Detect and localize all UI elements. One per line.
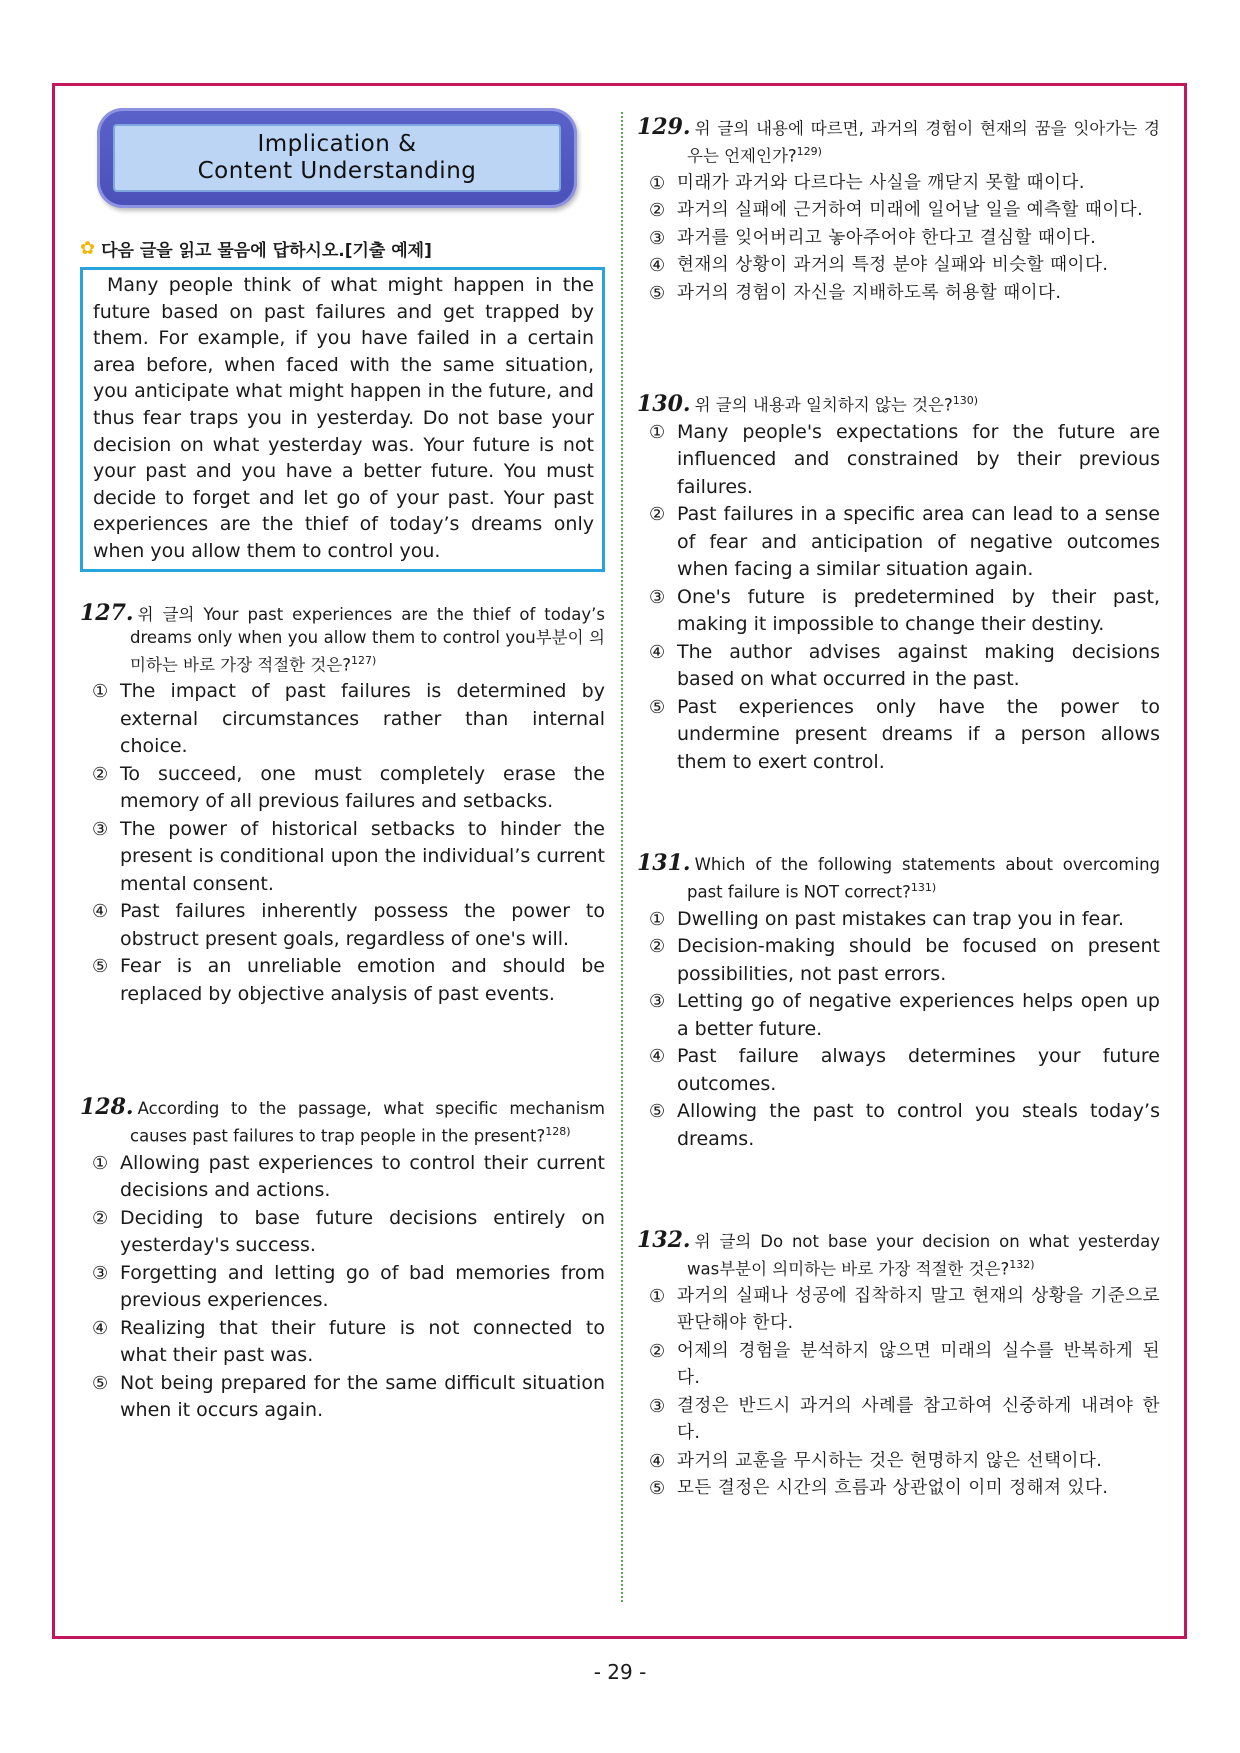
question-prompt (637, 852, 1160, 904)
question-131 (637, 852, 1160, 1153)
question-text: 위 글의 Your past experiences are the thief of today’s dreams only when you allow them to control you부분이 의미하는 바로 가장 적절한 것은? (130, 604, 605, 675)
question-text: 위 글의 내용과 일치하지 않는 것은? (694, 395, 953, 415)
option-item[interactable]: ④ The author advises against making decisions based on what occurred in the past. (649, 640, 1160, 690)
option-item[interactable]: ⑤ 과거의 경험이 자신을 지배하도록 허용할 때이다. (649, 282, 1062, 304)
section-title-line2: Content Understanding (197, 158, 477, 184)
option-item[interactable]: ① 과거의 실패나 성공에 집착하지 말고 현재의 상황을 기준으로 판단해야 한다. (649, 1285, 1160, 1333)
option-item[interactable]: ③ The power of historical setbacks to hinder the present is conditional upon the individual’s current mental consent. (92, 817, 605, 895)
option-item[interactable]: ④ Past failures inherently possess the power to obstruct present goals, regardless of one's will. (92, 900, 605, 950)
question-text: According to the passage, what specific mechanism causes past failures to trap people in the present? (130, 1099, 605, 1146)
option-item[interactable]: ③ 과거를 잊어버리고 놓아주어야 한다고 결심할 때이다. (649, 227, 1097, 249)
option-item[interactable]: ② 어제의 경험을 분석하지 않으면 미래의 실수를 반복하게 된다. (649, 1340, 1160, 1388)
option-item[interactable]: ③ One's future is predetermined by their past, making it impossible to change their destiny. (649, 585, 1160, 635)
option-item[interactable]: ⑤ Not being prepared for the same difficult situation when it occurs again. (92, 1371, 605, 1422)
question-prompt (80, 599, 605, 677)
left-column (80, 108, 605, 1425)
option-item[interactable]: ② Deciding to base future decisions entirely on yesterday's success. (92, 1206, 605, 1257)
question-prompt (80, 1096, 605, 1148)
passage-box (80, 267, 605, 572)
option-item[interactable]: ① The impact of past failures is determined by external circumstances rather than internal choice. (92, 680, 605, 758)
option-list (637, 1283, 1160, 1503)
section-title-line1: Implication & (257, 131, 417, 157)
option-item[interactable]: ③ Letting go of negative experiences helps open up a better future. (649, 990, 1160, 1040)
question-prompt (637, 389, 1160, 417)
option-item[interactable]: ① 미래가 과거와 다르다는 사실을 깨닫지 못할 때이다. (649, 172, 1085, 194)
question-prompt (637, 116, 1160, 168)
footnote-ref: 127) (351, 653, 377, 667)
section-title-badge (97, 108, 577, 208)
footnote-ref: 128) (545, 1125, 571, 1139)
question-number: 131. (637, 850, 691, 876)
option-item[interactable]: ② Past failures in a specific area can lead to a sense of fear and anticipation of negative outcomes when facing a similar situation again. (649, 503, 1160, 580)
option-item[interactable]: ④ Past failure always determines your future outcomes. (649, 1045, 1160, 1095)
option-list (637, 419, 1160, 777)
right-column (637, 116, 1160, 1503)
question-text: 위 글의 Do not base your decision on what yesterday was부분이 의미하는 바로 가장 적절한 것은? (687, 1232, 1160, 1279)
question-text: 위 글의 내용에 따르면, 과거의 경험이 현재의 꿈을 잇아가는 경우는 언제인가? (687, 119, 1160, 166)
option-item[interactable]: ① Many people's expectations for the future are influenced and constrained by their previous failures. (649, 420, 1160, 498)
question-number: 128. (80, 1094, 134, 1121)
option-item[interactable]: ⑤ Past experiences only have the power to undermine present dreams if a person allows them to exert control. (649, 695, 1160, 773)
option-item[interactable]: ② 과거의 실패에 근거하여 미래에 일어날 일을 예측할 때이다. (649, 200, 1144, 221)
question-text: Which of the following statements about overcoming past failure is NOT correct? (687, 855, 1160, 902)
question-number: 132. (637, 1227, 691, 1253)
footnote-ref: 130) (952, 394, 979, 407)
option-list (80, 1150, 605, 1425)
option-item[interactable]: ⑤ Fear is an unreliable emotion and should be replaced by objective analysis of past events. (92, 955, 605, 1005)
footnote-ref: 131) (910, 881, 937, 894)
footnote-ref: 129) (796, 145, 822, 158)
option-item[interactable]: ① Dwelling on past mistakes can trap you in fear. (649, 907, 1124, 930)
question-132 (637, 1229, 1160, 1503)
option-item[interactable]: ④ 현재의 상황이 과거의 특정 분야 실패와 비슷할 때이다. (649, 255, 1109, 276)
column-divider (621, 112, 623, 1602)
option-item[interactable]: ③ Forgetting and letting go of bad memories from previous experiences. (92, 1261, 605, 1312)
option-item[interactable]: ② To succeed, one must completely erase the memory of all previous failures and setbacks. (92, 762, 605, 813)
page-number: - 29 - (593, 1660, 647, 1684)
question-128 (80, 1096, 605, 1425)
option-item[interactable]: ③ 결정은 반드시 과거의 사례를 참고하여 신중하게 내려야 한다. (649, 1395, 1160, 1443)
option-item[interactable]: ④ 과거의 교훈을 무시하는 것은 현명하지 않은 선택이다. (649, 1450, 1103, 1472)
option-list (637, 170, 1160, 308)
question-prompt (637, 1229, 1160, 1281)
question-130 (637, 389, 1160, 776)
question-number: 129. (637, 114, 691, 140)
question-129 (637, 116, 1160, 307)
option-item[interactable]: ① Allowing past experiences to control their current decisions and actions. (92, 1151, 605, 1202)
footnote-ref: 132) (1009, 1258, 1035, 1271)
option-item[interactable]: ② Decision-making should be focused on present possibilities, not past errors. (649, 935, 1160, 985)
option-list (637, 906, 1160, 1154)
instruction-text: 다음 글을 읽고 물음에 답하시오.[기출 예제] (101, 241, 432, 261)
question-127 (80, 599, 605, 1009)
option-item[interactable]: ⑤ Allowing the past to control you steals today’s dreams. (649, 1100, 1160, 1150)
instruction (80, 236, 605, 261)
passage-text: Many people think of what might happen in the future based on past failures and get trapped by them. For example, if you have failed in a certain area before, when faced with the same situation, you anticipate what might happen in the future, and thus fear traps you in yesterday. Do not base your decision on what yesterday was. Your future is not your past and you have a better future. You must decide to forget and let go of your past. Your past experiences are the thief of today’s dreams only when you allow them to control you. (93, 274, 594, 562)
option-list (80, 678, 605, 1008)
flower-icon: ✿ (80, 238, 96, 259)
option-item[interactable]: ④ Realizing that their future is not connected to what their past was. (92, 1316, 605, 1367)
question-number: 130. (637, 390, 691, 417)
question-number: 127. (80, 599, 134, 626)
option-item[interactable]: ⑤ 모든 결정은 시간의 흐름과 상관없이 이미 정해져 있다. (649, 1478, 1109, 1499)
